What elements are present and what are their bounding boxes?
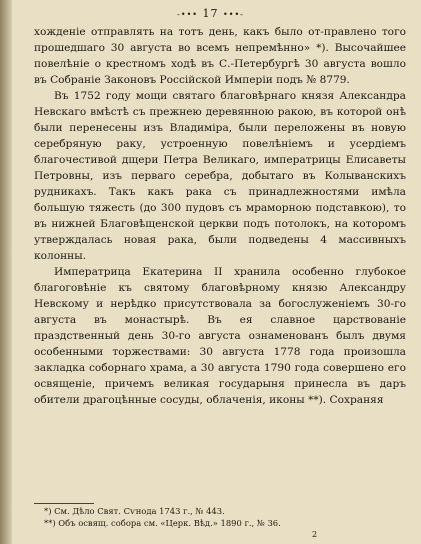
paragraph: Императрица Екатерина II хранила особенно глубокое благоговѣніе къ святому благовѣрному князю Александру Невскому и нерѣдко присутствовала за богослуженіемъ 30-го августа въ монастырѣ. Въ ея славное царствованіе праздственный день 30-го августа ознаменованъ былъ двумя особенными торжествами: 30 августа 1778 года произошла закладка соборнаго храма, а 30 августа 1790 года совершено его освященіе, причемъ великая государыня принесла въ даръ обители драгоцѣнные сосуды, облаченія, иконы **). Сохраняя [34, 266, 406, 406]
paragraph: Въ 1752 году мощи святаго благовѣрнаго князя Александра Невскаго вмѣстѣ съ прежнею деревянною ракою, въ которой онѣ были перенесены изъ Владиміра, были переложены въ новую серебряную раку, устроенную повелѣніемъ и усердіемъ благочестивой дщери Петра Великаго, императрицы Елисаветы Петровны, изъ перваго серебра, добытаго въ Колыванскихъ рудникахъ. Такъ какъ рака съ принадлежностями имѣла большую тяжесть (до 300 пудовъ съ мраморною подставкою), то въ нижней Благовѣщенской церкви подъ потолокъ, на которомъ утверждалась новая рака, были подведены 4 массивныхъ колонны. [34, 90, 406, 262]
main-text [34, 24, 406, 408]
footnotes [34, 505, 394, 529]
footnote: *) См. Дѣло Свят. Сѵнода 1743 г., № 443. [44, 506, 225, 516]
page-header [0, 7, 421, 20]
signature-mark: 2 [312, 530, 318, 539]
header-ornament-left: -••• [177, 10, 198, 19]
page-number: 17 [202, 7, 219, 20]
book-spine-shadow [0, 0, 12, 544]
footnote-rule [34, 503, 94, 504]
header-ornament-right: •••- [223, 10, 244, 19]
paragraph-continuation: хожденіе отправлять на тотъ день, какъ было от-правлено того прошедшаго 30 августа во всемъ непремѣнно» *). Высочайшее повелѣніе о крестномъ ходѣ въ С.-Петербургѣ 30 августа вошло въ Собраніе Законовъ Россійской Имперіи подъ № 8779. [34, 26, 406, 86]
footnote: **) Объ освящ. собора см. «Церк. Вѣд.» 1890 г., № 36. [44, 518, 281, 528]
